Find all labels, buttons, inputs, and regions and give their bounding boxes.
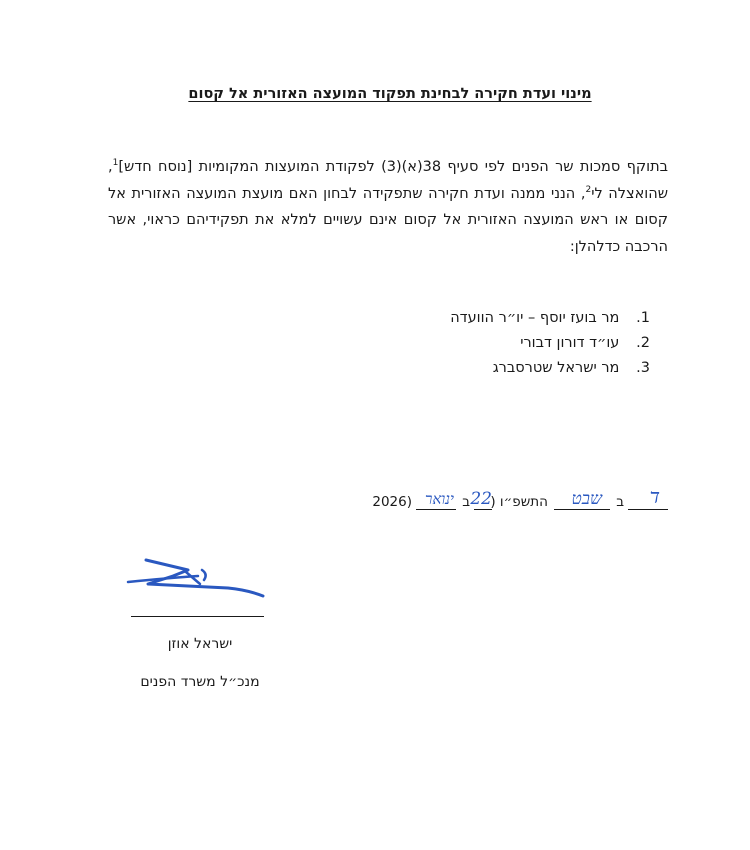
footnote-ref-1: 1	[112, 158, 119, 169]
list-item-text: מר בועז יוסף – יו״ר הוועדה	[450, 310, 620, 326]
signature-line	[131, 616, 264, 617]
committee-members-list	[350, 306, 650, 381]
paragraph-text-1: בתוקף סמכות שר הפנים לפי סעיף 38(א)(3) לפקודת המועצות המקומיות [נוסח חדש]	[118, 159, 668, 175]
paragraph-text-2: , שהואצלה לי	[108, 159, 668, 202]
hebrew-month-handwritten: שבט	[571, 489, 602, 509]
date-line	[372, 480, 668, 520]
gregorian-year-text: 2026)	[372, 494, 412, 510]
list-item-number: 2.	[636, 335, 650, 351]
date-separator-b1: ב	[616, 494, 624, 510]
paragraph-text-3: , הנני ממנה ועדת חקירה שתפקידה לבחון האם מועצת המועצה האזורית אל קסום או ראש המועצה האזורית אל קסום אינם עשויים למלא את תפקידיהם כראוי, אשר הרכבה כדלהלן:	[108, 185, 668, 255]
list-item	[350, 356, 650, 381]
signer-name: ישראל אוזן	[167, 636, 233, 652]
list-item-text: מר ישראל שטרסברג	[492, 360, 620, 376]
hebrew-day-blank	[628, 481, 668, 510]
hebrew-day-handwritten: ד	[649, 484, 660, 508]
list-item	[350, 331, 650, 356]
list-item-text: עו״ד דורון דבורי	[520, 335, 620, 351]
body-paragraph	[108, 154, 668, 260]
list-item-number: 1.	[636, 310, 650, 326]
hebrew-year-text: התשפ״ו (	[490, 494, 548, 510]
list-item-number: 3.	[636, 360, 650, 376]
list-item	[350, 306, 650, 331]
signature-scribble	[118, 548, 268, 608]
document-title: מינוי ועדת חקירה לבחינת תפקוד המועצה האזורית אל קסום	[188, 86, 592, 102]
gregorian-month-handwritten: ינואר	[424, 490, 454, 508]
footnote-ref-2: 2	[585, 184, 592, 195]
signer-title: מנכ״ל משרד הפנים	[140, 674, 260, 690]
gregorian-day-handwritten: 22	[470, 489, 492, 509]
date-separator-b2: ב	[462, 494, 470, 510]
